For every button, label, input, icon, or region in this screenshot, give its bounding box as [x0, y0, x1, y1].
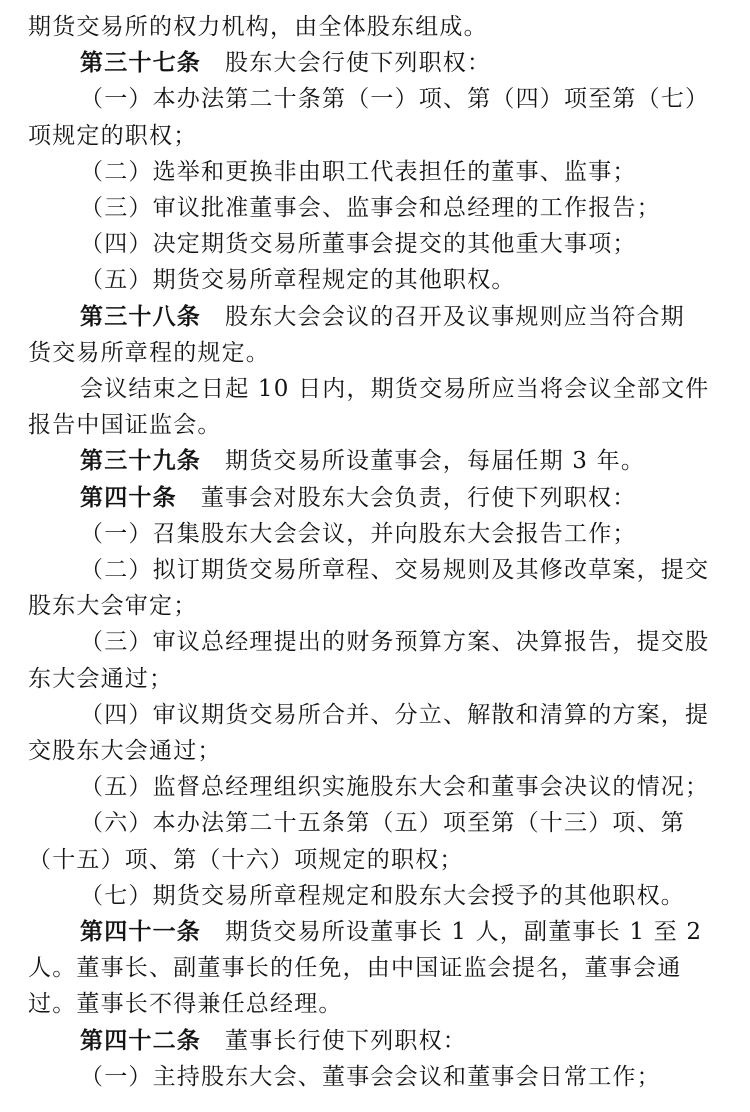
line-text: 会议结束之日起 10 日内，期货交易所应当将会议全部文件 [80, 376, 710, 402]
article-heading-line [0, 298, 750, 336]
line-text: （七）期货交易所章程规定和股东大会授予的其他职权。 [80, 883, 685, 909]
article-number: 第三十七条 [80, 50, 201, 76]
paragraph-line [0, 623, 750, 661]
line-text: 期货交易所设董事长 1 人，副董事长 1 至 2 [225, 919, 703, 945]
paragraph-line [0, 841, 750, 879]
line-text: 报告中国证监会。 [28, 412, 222, 438]
line-text: 董事会对股东大会负责，行使下列职权： [200, 485, 637, 511]
line-text: 股东大会审定； [28, 593, 198, 619]
line-text: （一）主持股东大会、董事会会议和董事会日常工作； [80, 1064, 661, 1090]
paragraph-line [0, 406, 750, 444]
article-number: 第四十条 [80, 485, 177, 511]
line-text: 东大会通过； [28, 666, 174, 692]
line-text: （一）本办法第二十条第（一）项、第（四）项至第（七） [80, 86, 710, 112]
paragraph-line [0, 153, 750, 191]
line-text: 期货交易所设董事会，每届任期 3 年。 [225, 448, 646, 474]
line-text: 项规定的职权； [28, 123, 198, 149]
line-text: （一）召集股东大会会议，并向股东大会报告工作； [80, 521, 637, 547]
paragraph-line [0, 949, 750, 987]
paragraph-line [0, 80, 750, 118]
paragraph-line [0, 660, 750, 698]
line-text: （五）监督总经理组织实施股东大会和董事会决议的情况； [80, 774, 710, 800]
line-text: （四）审议期货交易所合并、分立、解散和清算的方案，提 [80, 702, 710, 728]
article-heading-line [0, 479, 750, 517]
line-text: （十五）项、第（十六）项规定的职权； [28, 847, 464, 873]
line-text: 股东大会行使下列职权： [225, 50, 492, 76]
article-number: 第四十二条 [80, 1028, 201, 1054]
article-number: 第三十八条 [80, 304, 201, 330]
article-heading-line [0, 913, 750, 951]
paragraph-line [0, 225, 750, 263]
paragraph-line [0, 117, 750, 155]
line-text: （三）审议批准董事会、监事会和总经理的工作报告； [80, 195, 661, 221]
line-text: （六）本办法第二十五条第（五）项至第（十三）项、第 [80, 810, 685, 836]
line-text: 期货交易所的权力机构，由全体股东组成。 [28, 14, 488, 40]
paragraph-line [0, 551, 750, 589]
line-text: 交股东大会通过； [28, 738, 222, 764]
paragraph-line [0, 732, 750, 770]
paragraph-line [0, 1058, 750, 1096]
paragraph-line [0, 877, 750, 915]
line-text: 股东大会会议的召开及议事规则应当符合期 [225, 304, 685, 330]
paragraph-line [0, 587, 750, 625]
line-text: （四）决定期货交易所董事会提交的其他重大事项； [80, 231, 637, 257]
paragraph-line [0, 370, 750, 408]
article-heading-line [0, 44, 750, 82]
line-text: 人。董事长、副董事长的任免，由中国证监会提名，董事会通 [28, 955, 682, 981]
article-number: 第四十一条 [80, 919, 201, 945]
line-text: 货交易所章程的规定。 [28, 340, 270, 366]
line-text: （二）拟订期货交易所章程、交易规则及其修改草案，提交 [80, 557, 710, 583]
paragraph-line [0, 985, 750, 1023]
paragraph-line [0, 804, 750, 842]
line-text: 过。董事长不得兼任总经理。 [28, 991, 343, 1017]
article-number: 第三十九条 [80, 448, 201, 474]
paragraph-line [0, 334, 750, 372]
line-text: 董事长行使下列职权： [225, 1028, 467, 1054]
line-text: （三）审议总经理提出的财务预算方案、决算报告，提交股 [80, 629, 710, 655]
paragraph-line [0, 515, 750, 553]
article-heading-line [0, 442, 750, 480]
paragraph-line [0, 696, 750, 734]
paragraph-line [0, 261, 750, 299]
article-heading-line [0, 1022, 750, 1060]
line-text: （五）期货交易所章程规定的其他职权。 [80, 267, 516, 293]
paragraph-line [0, 768, 750, 806]
line-text: （二）选举和更换非由职工代表担任的董事、监事； [80, 159, 637, 185]
paragraph-line [0, 189, 750, 227]
paragraph-line [0, 8, 750, 46]
